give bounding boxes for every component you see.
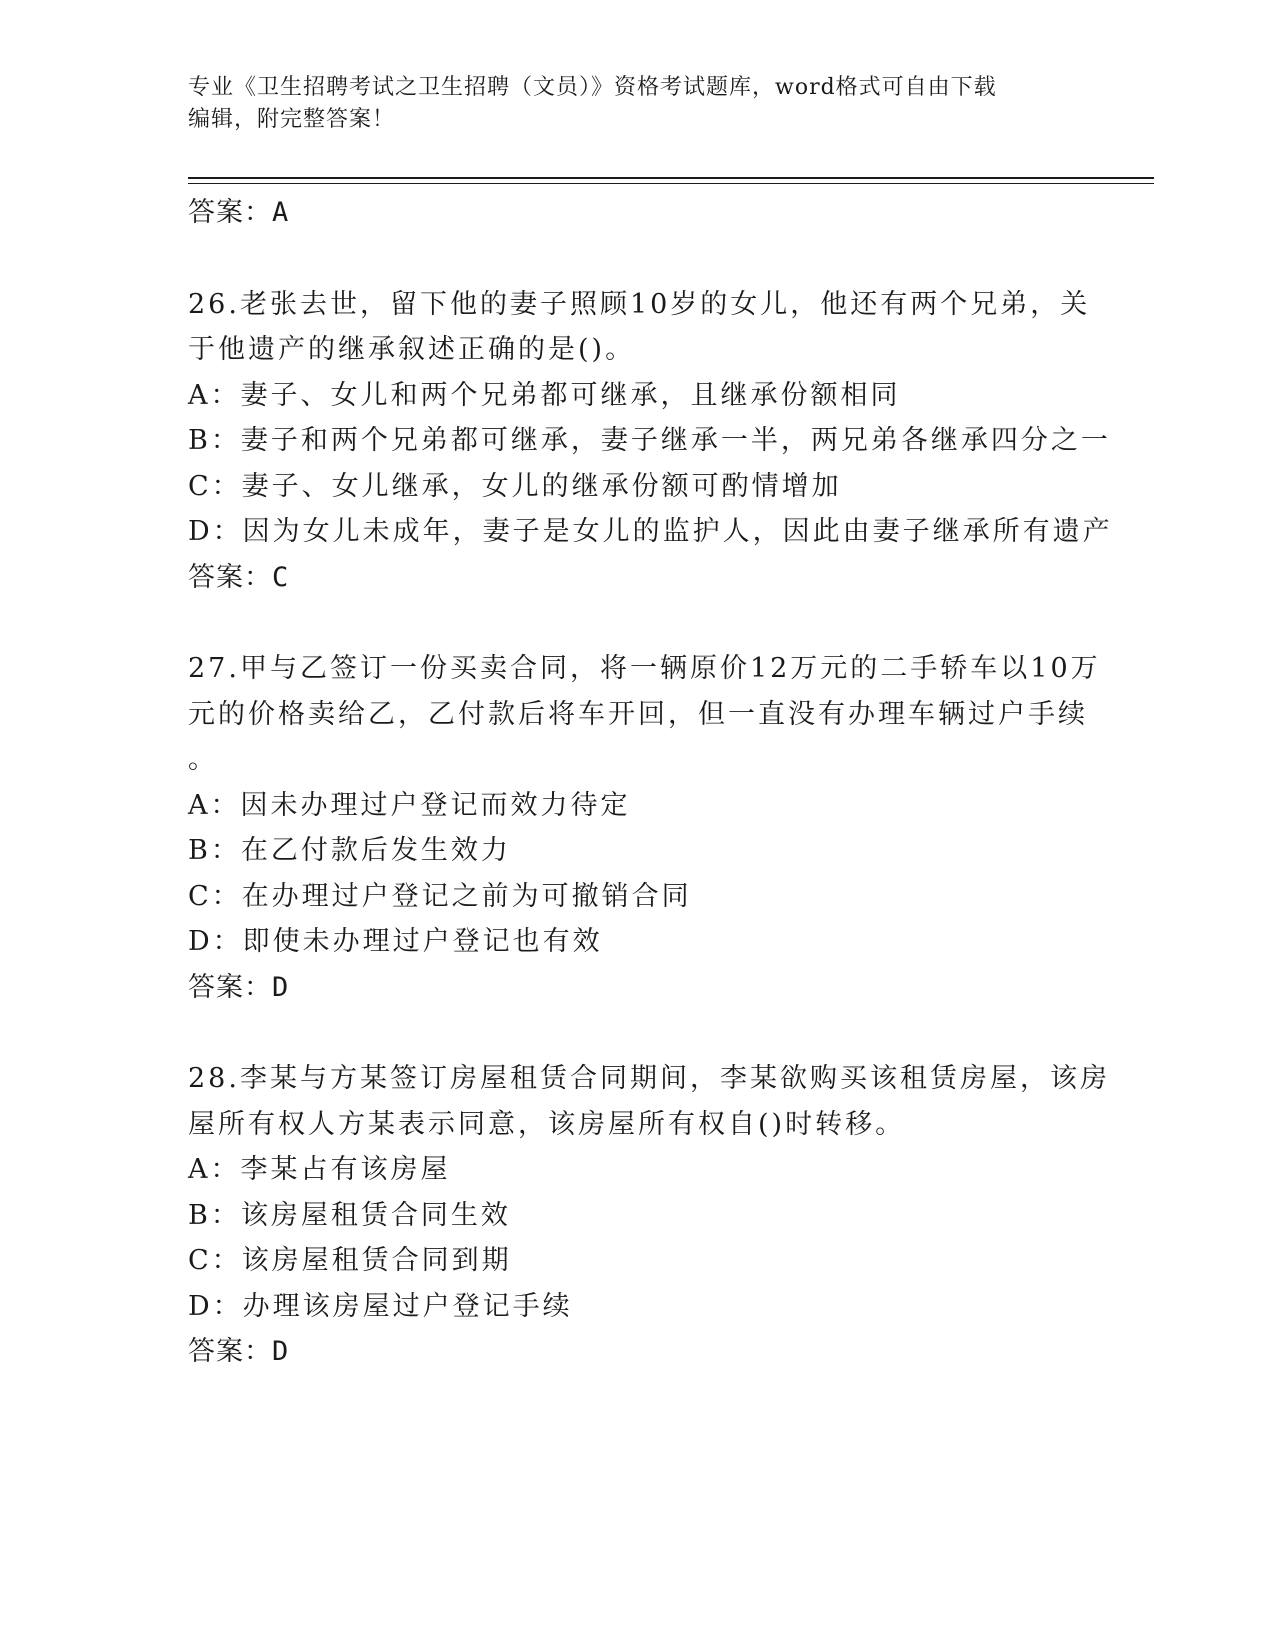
spacer bbox=[188, 1010, 1088, 1056]
spacer bbox=[188, 236, 1088, 282]
option-c: C：妻子、女儿继承，女儿的继承份额可酌情增加 bbox=[188, 470, 842, 502]
header-divider-thick bbox=[188, 177, 1154, 179]
document-header bbox=[188, 72, 1068, 136]
question-text: 屋所有权人方某表示同意，该房屋所有权自()时转移。 bbox=[188, 1108, 906, 1140]
question-text: 28.李某与方某签订房屋租赁合同期间，李某欲购买该租赁房屋，该房 bbox=[188, 1063, 1110, 1094]
spacer bbox=[188, 600, 1088, 646]
option-c: C：该房屋租赁合同到期 bbox=[188, 1245, 512, 1276]
question-text: 于他遗产的继承叙述正确的是()。 bbox=[188, 334, 636, 365]
question-block bbox=[188, 282, 1113, 601]
option-a: A：李某占有该房屋 bbox=[188, 1154, 451, 1185]
option-a: A：妻子、女儿和两个兄弟都可继承，且继承份额相同 bbox=[188, 379, 901, 411]
question-block bbox=[188, 1056, 1110, 1375]
option-c: C：在办理过户登记之前为可撤销合同 bbox=[188, 880, 692, 912]
header-line-1: 专业《卫生招聘考试之卫生招聘（文员）》资格考试题库，word格式可自由下载 bbox=[188, 75, 997, 100]
question-text: 27.甲与乙签订一份买卖合同，将一辆原价12万元的二手轿车以10万 bbox=[188, 653, 1101, 684]
question-text: 。 bbox=[188, 744, 218, 775]
answer-line bbox=[188, 965, 1088, 1011]
option-b: B：该房屋租赁合同生效 bbox=[188, 1199, 511, 1231]
answer-label: 答案： bbox=[188, 561, 272, 593]
answer-line bbox=[188, 555, 1088, 601]
question-text: 元的价格卖给乙，乙付款后将车开回，但一直没有办理车辆过户手续 bbox=[188, 698, 1088, 730]
question-text: 26.老张去世，留下他的妻子照顾10岁的女儿，他还有两个兄弟，关 bbox=[188, 288, 1091, 320]
option-d: D：即使未办理过户登记也有效 bbox=[188, 926, 603, 957]
answer-line bbox=[188, 190, 1088, 236]
header-divider-thin bbox=[188, 183, 1154, 184]
answer-label: 答案： bbox=[188, 971, 272, 1003]
answer-value: D bbox=[272, 1336, 290, 1367]
header-line-2: 编辑，附完整答案！ bbox=[188, 107, 396, 132]
answer-label: 答案： bbox=[188, 197, 272, 228]
answer-value: C bbox=[272, 561, 290, 593]
option-b: B：妻子和两个兄弟都可继承，妻子继承一半，两兄弟各继承四分之一 bbox=[188, 425, 1111, 456]
option-d: D：办理该房屋过户登记手续 bbox=[188, 1290, 573, 1322]
answer-value: A bbox=[272, 197, 290, 228]
question-list bbox=[188, 190, 1113, 1375]
question-block bbox=[188, 646, 1101, 1010]
option-b: B：在乙付款后发生效力 bbox=[188, 835, 511, 866]
answer-line bbox=[188, 1329, 1088, 1375]
answer-label: 答案： bbox=[188, 1336, 272, 1367]
option-a: A：因未办理过户登记而效力待定 bbox=[188, 789, 631, 821]
answer-value: D bbox=[272, 971, 290, 1003]
option-d: D：因为女儿未成年，妻子是女儿的监护人，因此由妻子继承所有遗产 bbox=[188, 516, 1113, 547]
